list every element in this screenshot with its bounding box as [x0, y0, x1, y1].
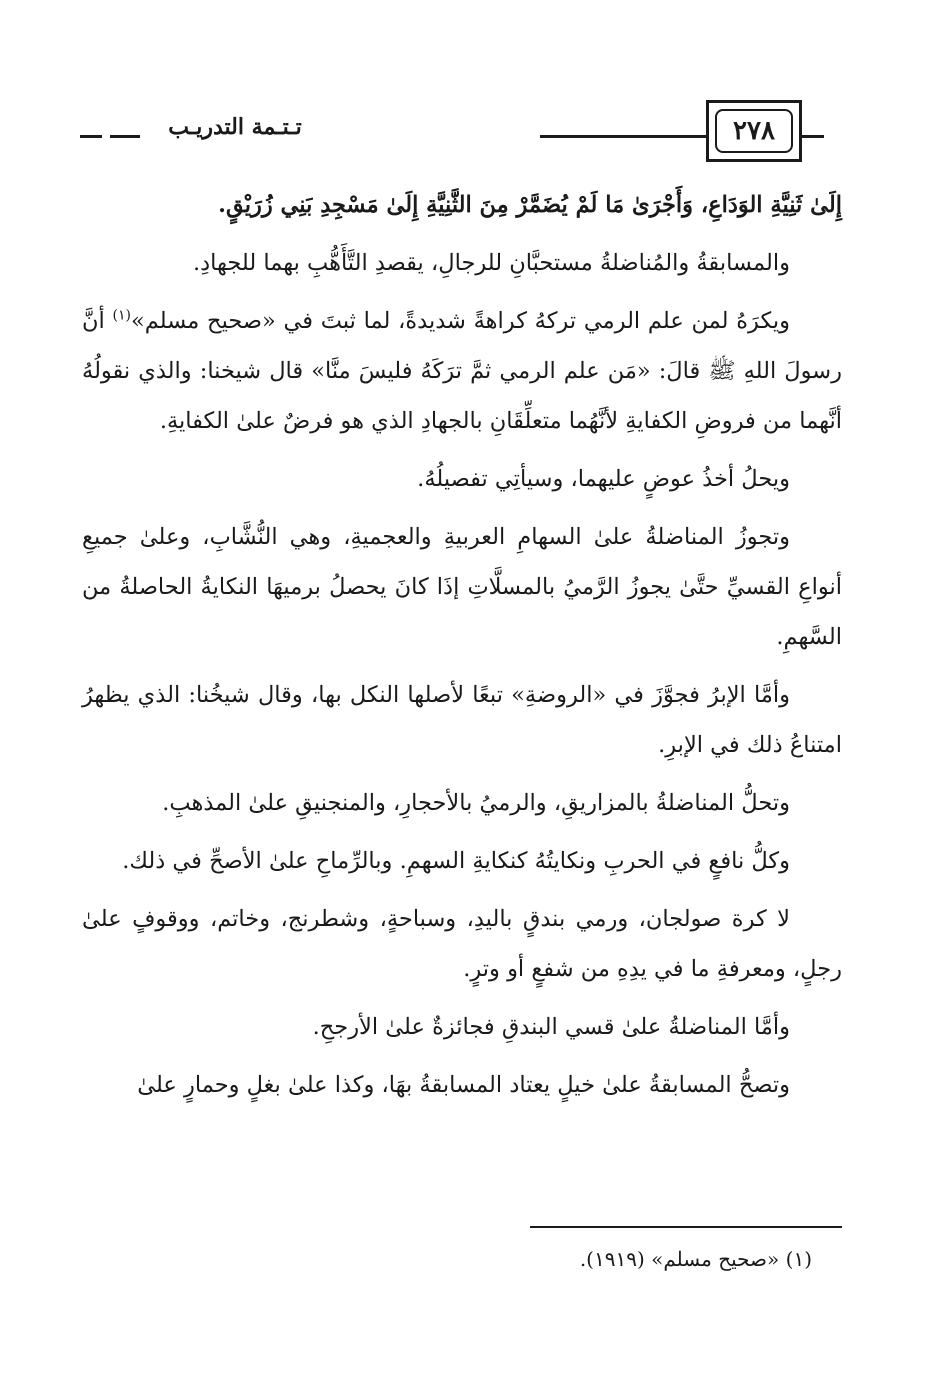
paragraph-abandoning-archery-rest: أنَّ رسولَ اللهِ ﷺ قالَ: «مَن علم الرمي ثمَّ ترَكَهُ فليسَ منَّا» قال شيخنا: والذي نقولُهُ أنَّهما من فروضِ الكفايةِ لأنَّهُما متعلِّقَانِ بالجهادِ الذي هو فرضٌ علىٰ الكفايةِ.: [82, 308, 842, 434]
paragraph-useful-in-war: وكلُّ نافعٍ في الحربِ ونكايتُهُ كنكايةِ السهمِ. وبالرِّماحِ علىٰ الأصحِّ في ذلك.: [122, 848, 790, 874]
footnote-text: (١) «صحيح مسلم» (١٩١٩).: [579, 1247, 812, 1271]
paragraph-needles: وأمَّا الإبرُ فجوَّزَ في «الروضةِ» تبعًا لأصلها النكل بها، وقال شيخُنا: الذي يظهرُ امتناعُ ذلك في الإبرِ.: [82, 682, 842, 758]
paragraph-abandoning-archery-lead: ويكرَهُ لمن علم الرمي تركهُ كراهةً شديدةً، لما ثبتَ في «صحيح مسلم»: [131, 308, 790, 334]
paragraph-compensation: ويحلُ أخذُ عوضٍ عليهما، وسيأتِي تفصيلُهُ.: [417, 466, 790, 492]
paragraph-abandoning-archery: [82, 296, 842, 446]
footnote-reference[interactable]: (١): [112, 307, 131, 324]
page-header: [80, 100, 842, 162]
paragraph-arrows: وتجوزُ المناضلةُ علىٰ السهامِ العربيةِ والعجميةِ، وهي النُّشَّابِ، وعلىٰ جميعِ أنواعِ القسيِّ حتَّىٰ يجوزُ الرَّميُ بالمسلَّاتِ إذَا كانَ يحصلُ برميهَا النكايةُ الحاصلةُ من السَّهمِ.: [82, 524, 842, 650]
page-number-frame: [706, 100, 802, 162]
paragraph-racing-archery: والمسابقةُ والمُناضلةُ مستحبَّانِ للرجالِ، يقصدِ التَّأَهُّبِ بهما للجهادِ.: [192, 250, 790, 276]
paragraph-hadith-continuation: إِلَىٰ ثَنِيَّةِ الوَدَاعِ، وَأَجْرَىٰ مَا لَمْ يُضَمَّرْ مِنَ الثَّنِيَّةِ إِلَىٰ مَسْجِدِ بَنِي زُرَيْقٍ.: [218, 192, 842, 218]
footnote-divider: [530, 1226, 842, 1228]
page-number: ٢٧٨: [715, 109, 793, 153]
paragraph-spears-stones: وتحلُّ المناضلةُ بالمزاريقِ، والرميُ بالأحجارِ، والمنجنيقِ علىٰ المذهبِ.: [162, 790, 790, 816]
running-title: تـتـمة التدريـب: [140, 114, 330, 140]
paragraph-pellet-bows: وأمَّا المناضلةُ علىٰ قسي البندقِ فجائزةٌ علىٰ الأرجحِ.: [312, 1014, 790, 1040]
paragraph-not-permitted: لا كرة صولجان، ورمي بندقٍ باليدِ، وسباحةٍ، وشطرنج، وخاتم، ووقوفٍ علىٰ رجلٍ، ومعرفةِ ما في يدِهِ من شفعٍ أو وترٍ.: [82, 906, 842, 982]
page-body: [82, 180, 842, 1118]
paragraph-horse-racing: وتصحُّ المسابقةُ علىٰ خيلٍ يعتاد المسابقةُ بهَا، وكذا علىٰ بغلٍ وحمارٍ علىٰ: [137, 1072, 790, 1098]
header-rule-end-left: [80, 135, 102, 138]
